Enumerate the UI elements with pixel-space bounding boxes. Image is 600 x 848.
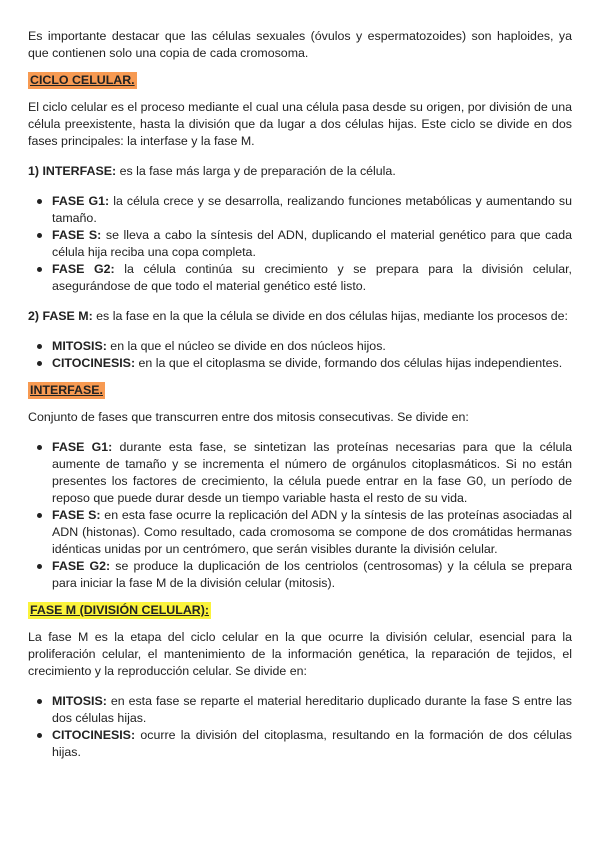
heading-fase-m: FASE M (DIVISIÓN CELULAR): [30, 603, 209, 617]
list-item [28, 355, 572, 372]
list-item-text: en esta fase se reparte el material hereditario duplicado durante la fase S entre las dos células hijas. [52, 694, 572, 725]
fasem-text: es la fase en la que la célula se divide en dos células hijas, mediante los procesos de: [92, 309, 568, 323]
list-item [28, 261, 572, 295]
interfase-intro [28, 163, 572, 180]
ciclo-paragraph: El ciclo celular es el proceso mediante el cual una célula pasa desde su origen, por división de una célula preexistente, hasta la división que da lugar a dos células hijas. Este ciclo se divide en dos fases principales: la interfase y la fase M. [28, 100, 572, 148]
list-item [28, 507, 572, 558]
interfase-paragraph: Conjunto de fases que transcurren entre dos mitosis consecutivas. Se divide en: [28, 410, 469, 424]
heading-interfase: INTERFASE. [30, 383, 103, 397]
interfase-detail-list [28, 439, 572, 592]
list-item-term: FASE G2: [52, 559, 111, 573]
intro-paragraph: Es importante destacar que las células sexuales (óvulos y espermatozoides) son haploides, ya que contienen solo una copia de cada cromosoma. [28, 29, 572, 60]
fasem-paragraph: La fase M es la etapa del ciclo celular en la que ocurre la división celular, esencial para la proliferación celular, el mantenimiento de la información genética, la reparación de tejidos, el crecimiento y la reproducción celular. Se divide en: [28, 630, 572, 678]
interfase-text: es la fase más larga y de preparación de la célula. [116, 164, 396, 178]
fasem-intro [28, 308, 572, 325]
list-item-text: se produce la duplicación de los centriolos (centrosomas) y la célula se prepara para iniciar la fase M de la división celular (mitosis). [52, 559, 572, 590]
list-item [28, 227, 572, 261]
list-item-term: FASE S: [52, 228, 102, 242]
fasem-detail-list [28, 693, 572, 761]
list-item-text: en la que el citoplasma se divide, formando dos células hijas independientes. [135, 356, 563, 370]
list-item-term: FASE G1: [52, 194, 110, 208]
list-item-term: FASE S: [52, 508, 101, 522]
list-item [28, 693, 572, 727]
list-item-term: FASE G2: [52, 262, 115, 276]
list-item-term: CITOCINESIS: [52, 356, 136, 370]
list-item-text: en esta fase ocurre la replicación del ADN y la síntesis de las proteínas asociadas al ADN (histonas). Como resultado, cada cromosoma se compone de dos cromátidas hermanas idénticas unidas por un centrómero, que serán visibles durante la división celular. [52, 508, 572, 556]
document-page [28, 28, 572, 761]
fasem-process-list [28, 338, 572, 372]
list-item [28, 439, 572, 507]
list-item-term: FASE G1: [52, 440, 113, 454]
list-item [28, 338, 572, 355]
list-item [28, 727, 572, 761]
list-item [28, 193, 572, 227]
list-item-text: ocurre la división del citoplasma, resultando en la formación de dos células hijas. [52, 728, 572, 759]
list-item [28, 558, 572, 592]
list-item-term: MITOSIS: [52, 339, 107, 353]
list-item-text: la célula crece y se desarrolla, realizando funciones metabólicas y aumentando su tamaño. [52, 194, 573, 225]
list-item-text: se lleva a cabo la síntesis del ADN, duplicando el material genético para que cada célula hija reciba una copa completa. [52, 228, 572, 259]
list-item-text: la célula continúa su crecimiento y se prepara para la división celular, asegurándose de que todo el material genético esté listo. [52, 262, 572, 293]
interfase-phase-list [28, 193, 572, 295]
list-item-text: durante esta fase, se sintetizan las proteínas necesarias para que la célula aumente de tamaño y se incrementa el número de orgánulos citoplasmáticos. Si no están presentes los factores de crecimiento, la célula puede entrar en la fase G0, un período de reposo que puede durar desde un tiempo variable hasta el resto de su vida. [52, 440, 572, 505]
list-item-term: MITOSIS: [52, 694, 107, 708]
list-item-text: en la que el núcleo se divide en dos núcleos hijos. [106, 339, 386, 353]
heading-ciclo-celular: CICLO CELULAR. [30, 73, 135, 87]
interfase-label: 1) INTERFASE: [28, 164, 117, 178]
fasem-label: 2) FASE M: [28, 309, 93, 323]
list-item-term: CITOCINESIS: [52, 728, 136, 742]
